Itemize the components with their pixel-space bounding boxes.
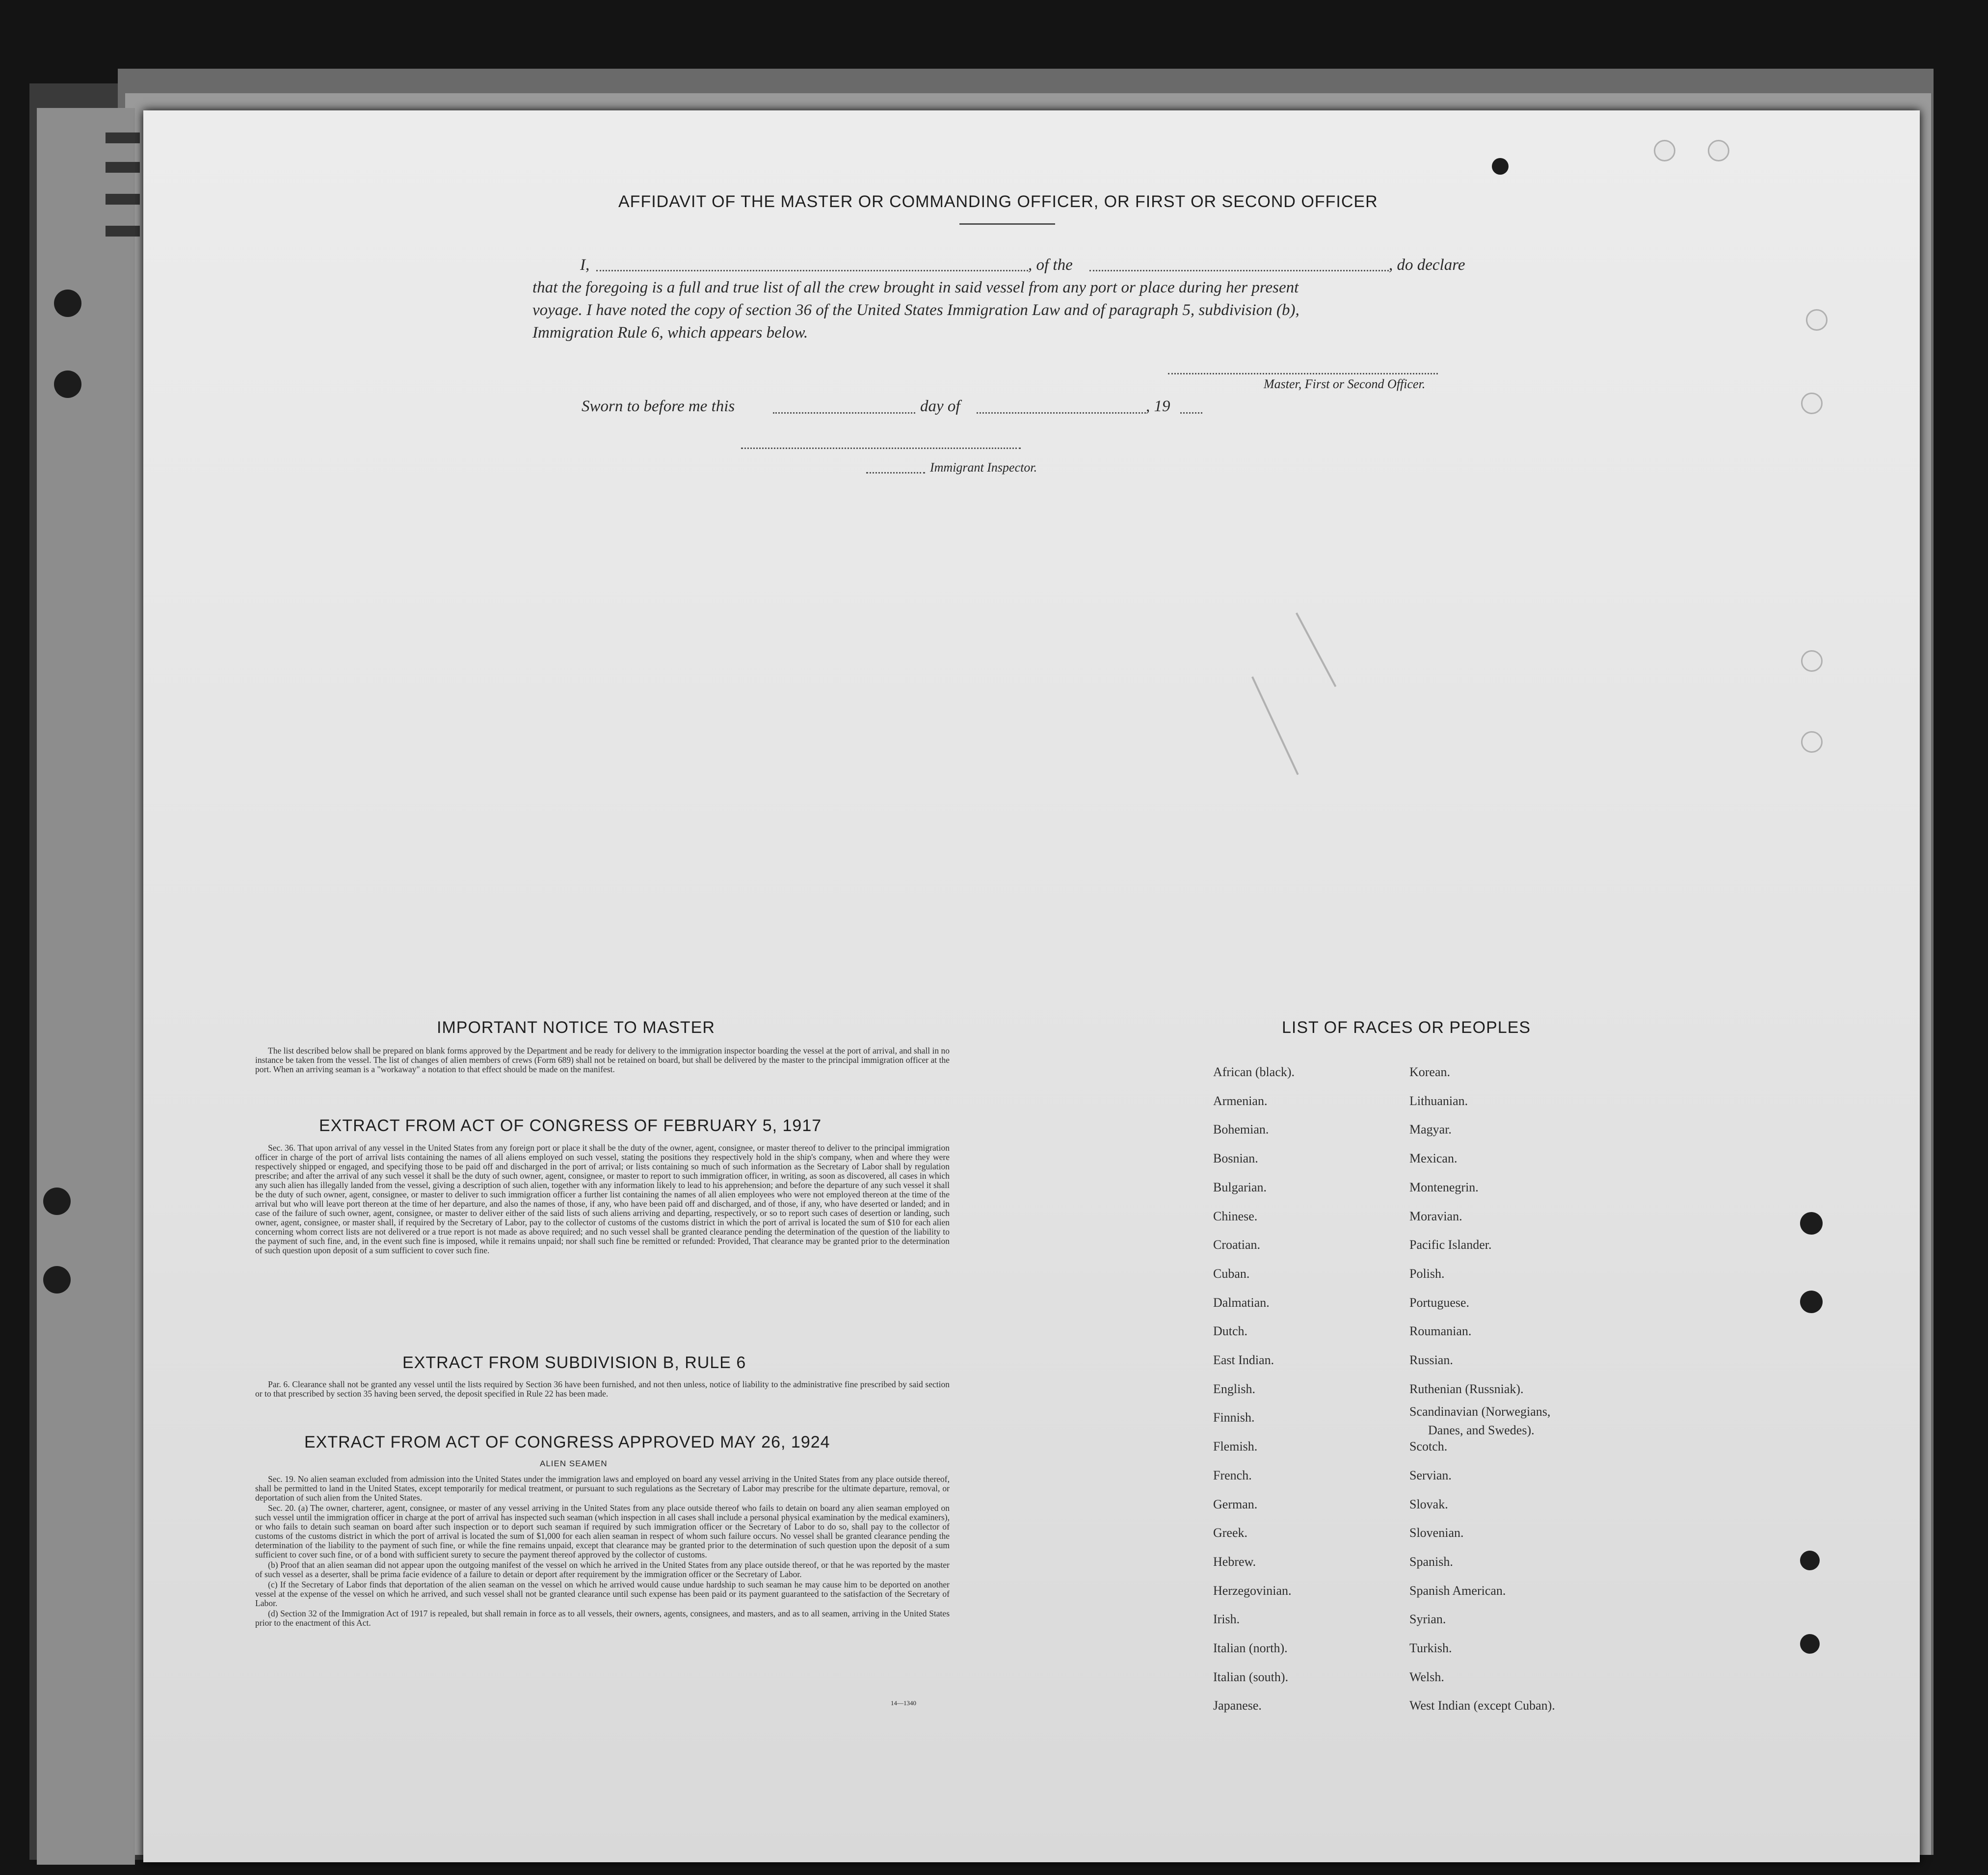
race-item: Portuguese. xyxy=(1409,1295,1470,1310)
par6-paragraph: Par. 6. Clearance shall not be granted any vessel until the lists required by Section 36 have been furnished, and not then unless, notice of liability to the administrative fine prescribed by said section or to that prescribed by section 35 having been served, the deposit specified in Rule 22 has been made. xyxy=(255,1379,950,1399)
notice-text xyxy=(255,1046,950,1075)
race-item: Italian (north). xyxy=(1213,1641,1288,1655)
strip-mark xyxy=(106,132,140,143)
race-item: Welsh. xyxy=(1409,1670,1444,1684)
race-item: East Indian. xyxy=(1213,1353,1274,1367)
race-item: Ruthenian (Russniak). xyxy=(1409,1382,1524,1396)
extract-rule6-text xyxy=(255,1380,950,1400)
sworn-month-line[interactable] xyxy=(977,412,1146,414)
race-item: Servian. xyxy=(1409,1468,1452,1482)
notice-title: IMPORTANT NOTICE TO MASTER xyxy=(437,1018,715,1037)
day-of-label: day of xyxy=(920,397,960,415)
strip-mark xyxy=(106,162,140,173)
binding-strip xyxy=(37,108,135,1865)
sworn-day-line[interactable] xyxy=(773,412,915,414)
race-item: French. xyxy=(1213,1468,1252,1482)
race-item: Herzegovinian. xyxy=(1213,1584,1292,1598)
inspector-line[interactable] xyxy=(741,448,1021,449)
sec20c-paragraph: (c) If the Secretary of Labor finds that deportation of the alien seaman on the vessel on which he arrived would cause undue hardship to such seaman he may cause him to be deported on another vessel at the expense of the vessel on which he arrived, and such vessel shall not be granted clearance until such expense has been paid or its payment guaranteed to the satisfaction of the Secretary of Labor. xyxy=(255,1580,950,1608)
race-item: Magyar. xyxy=(1409,1122,1452,1136)
sec20d-paragraph: (d) Section 32 of the Immigration Act of 1917 is repealed, but shall remain in force as to all vessels, their owners, agents, consignees, and masters, and as to all seamen, arriving in the United States prior to the enactment of this Act. xyxy=(255,1609,950,1628)
extract-1924-text xyxy=(255,1475,950,1629)
race-item: Dutch. xyxy=(1213,1324,1248,1338)
race-item: Armenian. xyxy=(1213,1094,1268,1108)
punch-hole xyxy=(1654,140,1675,161)
affidavit-title: AFFIDAVIT OF THE MASTER OR COMMANDING OFFICER, OR FIRST OR SECOND OFFICER xyxy=(618,192,1378,211)
race-item: Syrian. xyxy=(1409,1612,1446,1626)
strip-mark xyxy=(106,226,140,237)
punch-hole xyxy=(1801,393,1823,414)
punch-hole xyxy=(1800,1212,1823,1235)
sworn-label: Sworn to before me this xyxy=(582,397,735,415)
affidavit-line: Immigration Rule 6, which appears below. xyxy=(532,324,808,342)
race-item: Moravian. xyxy=(1409,1209,1462,1223)
name-line[interactable] xyxy=(596,270,1028,271)
race-item: Spanish. xyxy=(1409,1555,1453,1569)
sec36-paragraph: Sec. 36. That upon arrival of any vessel in the United States from any foreign port or place it shall be the duty of the owner, agent, consignee, or master thereof to deliver to the principal immigration officer in charge of the port of arrival lists containing the names of all aliens employed on such vessel, stating the positions they respectively hold in the ship's company, when and where they were respectively shipped or engaged, and specifying those to be paid off and discharged in the port of arrival; or lists containing so much of such information as the Secretary of Labor shall by regulation prescribe; and after the arrival of any such vessel it shall be the duty of such owner, agent, consignee, or master to report to such immigration officer, in writing, as soon as discovered, all cases in which any such alien has illegally landed from the vessel, giving a description of such alien, together with any information likely to lead to his apprehension; and before the departure of any such vessel it shall be the duty of such owner, agent, consignee, or master to deliver to such immigration officer a further list containing the names of all alien employees who were not employed thereon at the time of the arrival but who will leave port thereon at the time of her departure, and also the names of those, if any, who have been paid off and discharged, and of those, if any, who have deserted or landed; and in case of the failure of such owner, agent, consignee, or master to deliver either of the said lists of such aliens arriving and departing, respectively, or so to report such cases of desertion or landing, such owner, agent, consignee, or master shall, if required by the Secretary of Labor, pay to the collector of customs of the customs district in which the port of arrival is located the sum of $10 for each alien concerning whom correct lists are not delivered or a true report is not made as above required; and no such vessel shall be granted clearance pending the determination of the question of the liability to the payment of such fine, and, in the event such fine is imposed, while it remains unpaid; nor shall such fine be remitted or refunded: Provided, That clearance may be granted prior to the determination of such question upon deposit of a sum sufficient to cover such fine. xyxy=(255,1143,950,1255)
alien-seamen-subtitle: ALIEN SEAMEN xyxy=(540,1459,608,1468)
race-item: Roumanian. xyxy=(1409,1324,1472,1338)
punch-hole xyxy=(43,1266,71,1294)
extract-1917-text xyxy=(255,1143,950,1256)
punch-hole xyxy=(1801,650,1823,672)
sec20a-paragraph: Sec. 20. (a) The owner, charterer, agent, consignee, or master of any vessel arriving in the United States from any place outside thereof who fails to detain on board any alien seaman employed on such vessel until the immigration officer in charge at the port of arrival has inspected such seaman (which inspection in all cases shall include a personal physical examination by the medical examiners), or who fails to detain such seaman on board after such inspection or to deport such seaman if required by such immigration officer or the Secretary of Labor to do so, shall pay to the collector of customs of the customs district in which the port of arrival is located the sum of $1,000 for each alien seaman in respect of whom such failure occurs. No vessel shall be granted clearance pending the determination of the liability to the payment of such fine, or while the fine remains unpaid, except that clearance may be granted prior to the determination of such question upon the deposit of a sum sufficient to cover such fine, or of a bond with sufficient surety to secure the payment thereof approved by the collector of customs. xyxy=(255,1503,950,1559)
year-label: , 19 xyxy=(1146,397,1170,415)
affidavit-of-the: , of the xyxy=(1028,256,1073,274)
race-item: Italian (south). xyxy=(1213,1670,1289,1684)
affidavit-declare: , do declare xyxy=(1389,256,1465,274)
punch-hole xyxy=(1800,1291,1823,1313)
inspector-lead xyxy=(866,472,925,474)
race-item: Bohemian. xyxy=(1213,1122,1269,1136)
extract-1924-title: EXTRACT FROM ACT OF CONGRESS APPROVED MAY 26, 1924 xyxy=(304,1433,830,1452)
extract-rule6-title: EXTRACT FROM SUBDIVISION B, RULE 6 xyxy=(402,1353,746,1372)
race-item: Spanish American. xyxy=(1409,1584,1506,1598)
title-rule xyxy=(959,223,1055,225)
punch-hole xyxy=(1492,158,1509,175)
race-item: Montenegrin. xyxy=(1409,1180,1479,1194)
race-item: Bulgarian. xyxy=(1213,1180,1267,1194)
race-item: West Indian (except Cuban). xyxy=(1409,1698,1555,1713)
race-item: Chinese. xyxy=(1213,1209,1258,1223)
race-item: Flemish. xyxy=(1213,1439,1258,1453)
race-item: English. xyxy=(1213,1382,1255,1396)
race-item: Dalmatian. xyxy=(1213,1295,1270,1310)
form-number: 14—1340 xyxy=(891,1699,916,1707)
race-item: African (black). xyxy=(1213,1065,1295,1079)
punch-hole xyxy=(54,370,81,398)
race-item: Slovenian. xyxy=(1409,1526,1464,1540)
notice-paragraph: The list described below shall be prepared on blank forms approved by the Department and be ready for delivery to the immigration inspector boarding the vessel at the port of arrival, and shall in no instance be taken from the vessel. The list of changes of alien members of crews (Form 689) shall not be retained on board, but shall be delivered by the master to the principal immigration officer at the port. When an arriving seaman is a "workaway" a notation to that effect should be made on the manifest. xyxy=(255,1046,950,1074)
race-item: Lithuanian. xyxy=(1409,1094,1468,1108)
affidavit-i: I, xyxy=(580,256,590,274)
vessel-line[interactable] xyxy=(1089,270,1389,271)
race-item: Polish. xyxy=(1409,1267,1445,1281)
race-item: Japanese. xyxy=(1213,1698,1262,1713)
race-item: German. xyxy=(1213,1497,1258,1511)
punch-hole xyxy=(1800,1551,1820,1570)
race-item: Scandinavian (Norwegians, xyxy=(1409,1404,1551,1419)
signature-caption: Master, First or Second Officer. xyxy=(1264,377,1426,391)
race-item: Cuban. xyxy=(1213,1267,1250,1281)
race-item: Turkish. xyxy=(1409,1641,1452,1655)
race-item: Scotch. xyxy=(1409,1439,1448,1453)
race-item: Irish. xyxy=(1213,1612,1240,1626)
race-item: Pacific Islander. xyxy=(1409,1238,1492,1252)
inspector-caption: Immigrant Inspector. xyxy=(930,460,1037,475)
race-item: Greek. xyxy=(1213,1526,1248,1540)
punch-hole xyxy=(43,1188,71,1215)
affidavit-line: that the foregoing is a full and true list of all the crew brought in said vessel from any port or place during her present xyxy=(532,279,1299,296)
signature-line[interactable] xyxy=(1168,373,1438,374)
race-item: Slovak. xyxy=(1409,1497,1448,1511)
strip-mark xyxy=(106,194,140,205)
race-item-continuation: Danes, and Swedes). xyxy=(1428,1423,1535,1437)
affidavit-line: voyage. I have noted the copy of section 36 of the United States Immigration Law and of paragraph 5, subdivision (b), xyxy=(532,301,1299,319)
extract-1917-title: EXTRACT FROM ACT OF CONGRESS OF FEBRUARY 5, 1917 xyxy=(319,1116,822,1135)
punch-hole xyxy=(1801,731,1823,753)
race-item: Hebrew. xyxy=(1213,1555,1256,1569)
race-item: Mexican. xyxy=(1409,1151,1458,1165)
races-title: LIST OF RACES OR PEOPLES xyxy=(1282,1018,1531,1037)
punch-hole xyxy=(1806,309,1828,331)
punch-hole xyxy=(54,290,81,317)
race-item: Korean. xyxy=(1409,1065,1451,1079)
race-item: Finnish. xyxy=(1213,1410,1255,1425)
race-item: Croatian. xyxy=(1213,1238,1261,1252)
sec19-paragraph: Sec. 19. No alien seaman excluded from admission into the United States under the immigration laws and employed on board any vessel arriving in the United States from any place outside thereof, shall be permitted to land in the United States, except temporarily for medical treatment, or pursuant to such regulations as the Secretary of Labor may prescribe for the ultimate departure, removal, or deportation of such alien from the United States. xyxy=(255,1474,950,1503)
race-item: Russian. xyxy=(1409,1353,1453,1367)
punch-hole xyxy=(1708,140,1729,161)
year-line[interactable] xyxy=(1180,412,1202,414)
race-item: Bosnian. xyxy=(1213,1151,1258,1165)
punch-hole xyxy=(1800,1634,1820,1654)
sec20b-paragraph: (b) Proof that an alien seaman did not appear upon the outgoing manifest of the vessel on which he arrived in the United States from any place outside thereof, or that he was reported by the master of such vessel as a deserter, shall be prima facie evidence of a failure to detain or deport after requirement by the immigration officer or the Secretary of Labor. xyxy=(255,1560,950,1579)
